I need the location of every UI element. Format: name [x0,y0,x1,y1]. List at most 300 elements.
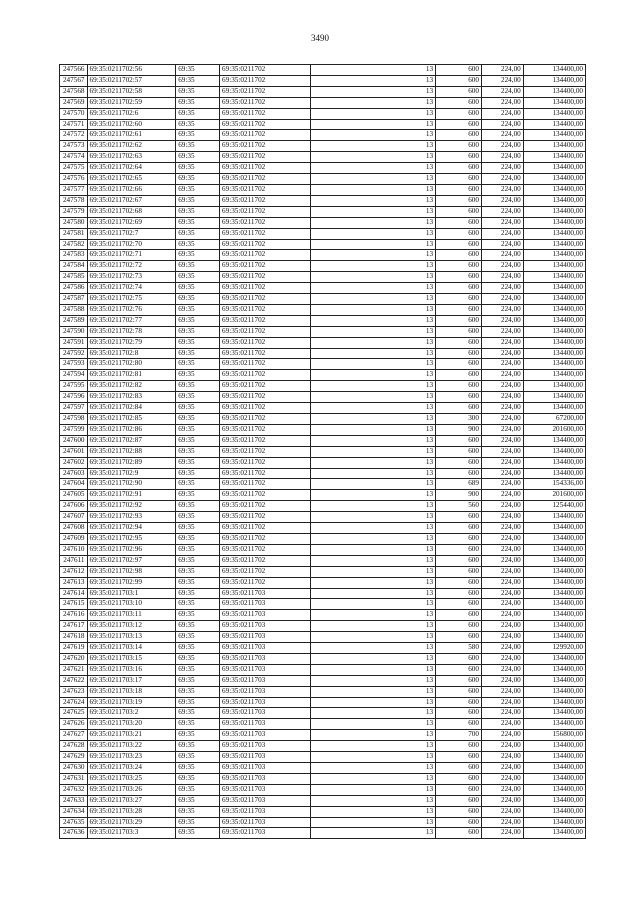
rate-cell: 224,00 [481,304,523,315]
quarter-number-cell: 69:35:0211703 [220,763,311,774]
table-row [60,653,586,664]
row-id-cell: 247582 [60,239,88,250]
cadastral-number-cell: 69:35:0211702:66 [87,184,176,195]
district-code-cell: 69:35 [176,348,220,359]
category-code-cell: 13 [310,381,435,392]
cadastral-number-cell: 69:35:0211702:70 [87,239,176,250]
cadastral-number-cell: 69:35:0211702:67 [87,195,176,206]
quarter-number-cell: 69:35:0211702 [220,370,311,381]
table-row [60,370,586,381]
quarter-number-cell: 69:35:0211703 [220,599,311,610]
table-row [60,643,586,654]
district-code-cell: 69:35 [176,184,220,195]
value-cell: 134400,00 [523,326,585,337]
cadastral-number-cell: 69:35:0211702:79 [87,337,176,348]
cadastral-number-cell: 69:35:0211703:25 [87,773,176,784]
rate-cell: 224,00 [481,86,523,97]
rate-cell: 224,00 [481,261,523,272]
category-code-cell: 13 [310,621,435,632]
category-code-cell: 13 [310,675,435,686]
value-cell: 134400,00 [523,828,585,839]
category-code-cell: 13 [310,817,435,828]
cadastral-number-cell: 69:35:0211702:60 [87,119,176,130]
area-cell: 600 [436,653,482,664]
district-code-cell: 69:35 [176,708,220,719]
category-code-cell: 13 [310,359,435,370]
row-id-cell: 247573 [60,141,88,152]
table-row [60,435,586,446]
area-cell: 600 [436,228,482,239]
district-code-cell: 69:35 [176,359,220,370]
rate-cell: 224,00 [481,228,523,239]
row-id-cell: 247581 [60,228,88,239]
value-cell: 134400,00 [523,359,585,370]
district-code-cell: 69:35 [176,730,220,741]
rate-cell: 224,00 [481,501,523,512]
value-cell: 134400,00 [523,752,585,763]
area-cell: 600 [436,752,482,763]
cadastral-number-cell: 69:35:0211702:94 [87,523,176,534]
district-code-cell: 69:35 [176,195,220,206]
rate-cell: 224,00 [481,632,523,643]
quarter-number-cell: 69:35:0211702 [220,261,311,272]
district-code-cell: 69:35 [176,621,220,632]
cadastral-number-cell: 69:35:0211702:97 [87,555,176,566]
table-row [60,588,586,599]
value-cell: 134400,00 [523,435,585,446]
category-code-cell: 13 [310,588,435,599]
quarter-number-cell: 69:35:0211702 [220,283,311,294]
district-code-cell: 69:35 [176,152,220,163]
district-code-cell: 69:35 [176,381,220,392]
row-id-cell: 247578 [60,195,88,206]
rate-cell: 224,00 [481,97,523,108]
area-cell: 600 [436,675,482,686]
category-code-cell: 13 [310,784,435,795]
area-cell: 600 [436,741,482,752]
value-cell: 134400,00 [523,457,585,468]
category-code-cell: 13 [310,294,435,305]
area-cell: 600 [436,577,482,588]
row-id-cell: 247611 [60,555,88,566]
row-id-cell: 247604 [60,479,88,490]
rate-cell: 224,00 [481,544,523,555]
cadastral-number-cell: 69:35:0211703:23 [87,752,176,763]
quarter-number-cell: 69:35:0211702 [220,457,311,468]
category-code-cell: 13 [310,664,435,675]
value-cell: 134400,00 [523,675,585,686]
district-code-cell: 69:35 [176,337,220,348]
row-id-cell: 247594 [60,370,88,381]
category-code-cell: 13 [310,403,435,414]
value-cell: 134400,00 [523,228,585,239]
row-id-cell: 247636 [60,828,88,839]
district-code-cell: 69:35 [176,468,220,479]
table-row [60,784,586,795]
district-code-cell: 69:35 [176,741,220,752]
cadastral-number-cell: 69:35:0211702:80 [87,359,176,370]
category-code-cell: 13 [310,315,435,326]
district-code-cell: 69:35 [176,272,220,283]
value-cell: 134400,00 [523,523,585,534]
value-cell: 134400,00 [523,577,585,588]
quarter-number-cell: 69:35:0211703 [220,817,311,828]
area-cell: 600 [436,97,482,108]
category-code-cell: 13 [310,719,435,730]
area-cell: 600 [436,337,482,348]
row-id-cell: 247603 [60,468,88,479]
table-row [60,533,586,544]
row-id-cell: 247608 [60,523,88,534]
row-id-cell: 247632 [60,784,88,795]
district-code-cell: 69:35 [176,512,220,523]
district-code-cell: 69:35 [176,686,220,697]
rate-cell: 224,00 [481,719,523,730]
value-cell: 154336,00 [523,479,585,490]
quarter-number-cell: 69:35:0211703 [220,708,311,719]
area-cell: 600 [436,86,482,97]
table-row [60,806,586,817]
district-code-cell: 69:35 [176,174,220,185]
row-id-cell: 247610 [60,544,88,555]
rate-cell: 224,00 [481,533,523,544]
district-code-cell: 69:35 [176,632,220,643]
table-row [60,697,586,708]
area-cell: 600 [436,392,482,403]
cadastral-number-cell: 69:35:0211702:86 [87,424,176,435]
rate-cell: 224,00 [481,653,523,664]
category-code-cell: 13 [310,577,435,588]
quarter-number-cell: 69:35:0211702 [220,239,311,250]
category-code-cell: 13 [310,141,435,152]
area-cell: 600 [436,348,482,359]
category-code-cell: 13 [310,108,435,119]
quarter-number-cell: 69:35:0211702 [220,577,311,588]
rate-cell: 224,00 [481,217,523,228]
cadastral-number-cell: 69:35:0211702:99 [87,577,176,588]
table-row [60,86,586,97]
table-row [60,337,586,348]
quarter-number-cell: 69:35:0211702 [220,348,311,359]
rate-cell: 224,00 [481,752,523,763]
table-row [60,75,586,86]
row-id-cell: 247568 [60,86,88,97]
table-row [60,795,586,806]
land-parcel-table [59,64,586,839]
table-row [60,741,586,752]
table-row [60,65,586,76]
district-code-cell: 69:35 [176,228,220,239]
category-code-cell: 13 [310,468,435,479]
table-row [60,108,586,119]
table-row [60,523,586,534]
value-cell: 134400,00 [523,708,585,719]
cadastral-number-cell: 69:35:0211702:68 [87,206,176,217]
quarter-number-cell: 69:35:0211702 [220,533,311,544]
district-code-cell: 69:35 [176,97,220,108]
area-cell: 600 [436,250,482,261]
category-code-cell: 13 [310,206,435,217]
quarter-number-cell: 69:35:0211702 [220,108,311,119]
table-row [60,403,586,414]
quarter-number-cell: 69:35:0211702 [220,490,311,501]
cadastral-number-cell: 69:35:0211702:6 [87,108,176,119]
row-id-cell: 247592 [60,348,88,359]
category-code-cell: 13 [310,446,435,457]
rate-cell: 224,00 [481,65,523,76]
district-code-cell: 69:35 [176,643,220,654]
value-cell: 134400,00 [523,250,585,261]
row-id-cell: 247591 [60,337,88,348]
rate-cell: 224,00 [481,806,523,817]
rate-cell: 224,00 [481,403,523,414]
table-row [60,479,586,490]
category-code-cell: 13 [310,544,435,555]
district-code-cell: 69:35 [176,588,220,599]
quarter-number-cell: 69:35:0211703 [220,752,311,763]
row-id-cell: 247619 [60,643,88,654]
cadastral-number-cell: 69:35:0211703:26 [87,784,176,795]
row-id-cell: 247598 [60,414,88,425]
area-cell: 600 [436,239,482,250]
quarter-number-cell: 69:35:0211703 [220,795,311,806]
rate-cell: 224,00 [481,643,523,654]
cadastral-number-cell: 69:35:0211702:71 [87,250,176,261]
value-cell: 134400,00 [523,315,585,326]
quarter-number-cell: 69:35:0211702 [220,217,311,228]
cadastral-number-cell: 69:35:0211703:1 [87,588,176,599]
row-id-cell: 247576 [60,174,88,185]
table-row [60,250,586,261]
cadastral-number-cell: 69:35:0211703:19 [87,697,176,708]
category-code-cell: 13 [310,392,435,403]
value-cell: 134400,00 [523,533,585,544]
area-cell: 600 [436,773,482,784]
rate-cell: 224,00 [481,490,523,501]
cadastral-number-cell: 69:35:0211702:88 [87,446,176,457]
quarter-number-cell: 69:35:0211702 [220,97,311,108]
area-cell: 600 [436,632,482,643]
district-code-cell: 69:35 [176,479,220,490]
row-id-cell: 247609 [60,533,88,544]
table-row [60,828,586,839]
category-code-cell: 13 [310,795,435,806]
area-cell: 700 [436,730,482,741]
row-id-cell: 247590 [60,326,88,337]
table-row [60,326,586,337]
cadastral-number-cell: 69:35:0211703:20 [87,719,176,730]
cadastral-number-cell: 69:35:0211703:15 [87,653,176,664]
quarter-number-cell: 69:35:0211702 [220,206,311,217]
district-code-cell: 69:35 [176,392,220,403]
area-cell: 600 [436,119,482,130]
rate-cell: 224,00 [481,828,523,839]
row-id-cell: 247572 [60,130,88,141]
category-code-cell: 13 [310,424,435,435]
value-cell: 201600,00 [523,424,585,435]
category-code-cell: 13 [310,457,435,468]
value-cell: 156800,00 [523,730,585,741]
row-id-cell: 247631 [60,773,88,784]
district-code-cell: 69:35 [176,784,220,795]
cadastral-number-cell: 69:35:0211702:9 [87,468,176,479]
value-cell: 134400,00 [523,621,585,632]
value-cell: 134400,00 [523,97,585,108]
area-cell: 600 [436,195,482,206]
cadastral-number-cell: 69:35:0211702:58 [87,86,176,97]
table-row [60,381,586,392]
cadastral-number-cell: 69:35:0211703:27 [87,795,176,806]
category-code-cell: 13 [310,566,435,577]
category-code-cell: 13 [310,686,435,697]
district-code-cell: 69:35 [176,424,220,435]
quarter-number-cell: 69:35:0211703 [220,741,311,752]
district-code-cell: 69:35 [176,490,220,501]
cadastral-number-cell: 69:35:0211702:75 [87,294,176,305]
district-code-cell: 69:35 [176,414,220,425]
quarter-number-cell: 69:35:0211702 [220,152,311,163]
table-row [60,152,586,163]
table-row [60,392,586,403]
area-cell: 600 [436,315,482,326]
area-cell: 600 [436,152,482,163]
area-cell: 600 [436,272,482,283]
category-code-cell: 13 [310,130,435,141]
value-cell: 134400,00 [523,163,585,174]
quarter-number-cell: 69:35:0211702 [220,501,311,512]
district-code-cell: 69:35 [176,533,220,544]
table-row [60,184,586,195]
district-code-cell: 69:35 [176,326,220,337]
cadastral-number-cell: 69:35:0211703:11 [87,610,176,621]
value-cell: 134400,00 [523,337,585,348]
quarter-number-cell: 69:35:0211702 [220,479,311,490]
district-code-cell: 69:35 [176,719,220,730]
category-code-cell: 13 [310,97,435,108]
district-code-cell: 69:35 [176,261,220,272]
row-id-cell: 247627 [60,730,88,741]
rate-cell: 224,00 [481,206,523,217]
category-code-cell: 13 [310,697,435,708]
table-row [60,468,586,479]
district-code-cell: 69:35 [176,108,220,119]
area-cell: 900 [436,490,482,501]
rate-cell: 224,00 [481,141,523,152]
area-cell: 600 [436,512,482,523]
area-cell: 689 [436,479,482,490]
district-code-cell: 69:35 [176,75,220,86]
table-row [60,621,586,632]
value-cell: 134400,00 [523,784,585,795]
area-cell: 900 [436,424,482,435]
value-cell: 134400,00 [523,741,585,752]
area-cell: 600 [436,828,482,839]
rate-cell: 224,00 [481,152,523,163]
area-cell: 600 [436,817,482,828]
row-id-cell: 247615 [60,599,88,610]
rate-cell: 224,00 [481,174,523,185]
quarter-number-cell: 69:35:0211702 [220,141,311,152]
row-id-cell: 247571 [60,119,88,130]
value-cell: 134400,00 [523,610,585,621]
value-cell: 134400,00 [523,184,585,195]
rate-cell: 224,00 [481,359,523,370]
table-row [60,206,586,217]
value-cell: 134400,00 [523,381,585,392]
district-code-cell: 69:35 [176,403,220,414]
table-body [60,65,586,839]
area-cell: 600 [436,588,482,599]
cadastral-number-cell: 69:35:0211702:61 [87,130,176,141]
district-code-cell: 69:35 [176,544,220,555]
rate-cell: 224,00 [481,381,523,392]
district-code-cell: 69:35 [176,239,220,250]
category-code-cell: 13 [310,119,435,130]
cadastral-number-cell: 69:35:0211702:59 [87,97,176,108]
rate-cell: 224,00 [481,315,523,326]
rate-cell: 224,00 [481,686,523,697]
cadastral-number-cell: 69:35:0211702:62 [87,141,176,152]
value-cell: 134400,00 [523,119,585,130]
quarter-number-cell: 69:35:0211703 [220,773,311,784]
area-cell: 300 [436,414,482,425]
rate-cell: 224,00 [481,675,523,686]
rate-cell: 224,00 [481,795,523,806]
table-row [60,141,586,152]
quarter-number-cell: 69:35:0211702 [220,566,311,577]
value-cell: 134400,00 [523,348,585,359]
rate-cell: 224,00 [481,326,523,337]
quarter-number-cell: 69:35:0211703 [220,632,311,643]
area-cell: 600 [436,544,482,555]
value-cell: 125440,00 [523,501,585,512]
table-row [60,294,586,305]
table-row [60,599,586,610]
row-id-cell: 247624 [60,697,88,708]
row-id-cell: 247575 [60,163,88,174]
row-id-cell: 247612 [60,566,88,577]
category-code-cell: 13 [310,217,435,228]
quarter-number-cell: 69:35:0211703 [220,697,311,708]
table-row [60,664,586,675]
value-cell: 134400,00 [523,664,585,675]
rate-cell: 224,00 [481,817,523,828]
rate-cell: 224,00 [481,773,523,784]
quarter-number-cell: 69:35:0211703 [220,686,311,697]
quarter-number-cell: 69:35:0211702 [220,403,311,414]
district-code-cell: 69:35 [176,283,220,294]
rate-cell: 224,00 [481,414,523,425]
cadastral-number-cell: 69:35:0211702:8 [87,348,176,359]
value-cell: 134400,00 [523,217,585,228]
area-cell: 600 [436,708,482,719]
area-cell: 600 [436,621,482,632]
area-cell: 560 [436,501,482,512]
category-code-cell: 13 [310,370,435,381]
row-id-cell: 247602 [60,457,88,468]
cadastral-number-cell: 69:35:0211702:65 [87,174,176,185]
row-id-cell: 247618 [60,632,88,643]
table-row [60,501,586,512]
area-cell: 600 [436,130,482,141]
table-row [60,283,586,294]
table-row [60,414,586,425]
row-id-cell: 247588 [60,304,88,315]
quarter-number-cell: 69:35:0211702 [220,315,311,326]
value-cell: 134400,00 [523,544,585,555]
table-row [60,424,586,435]
category-code-cell: 13 [310,435,435,446]
